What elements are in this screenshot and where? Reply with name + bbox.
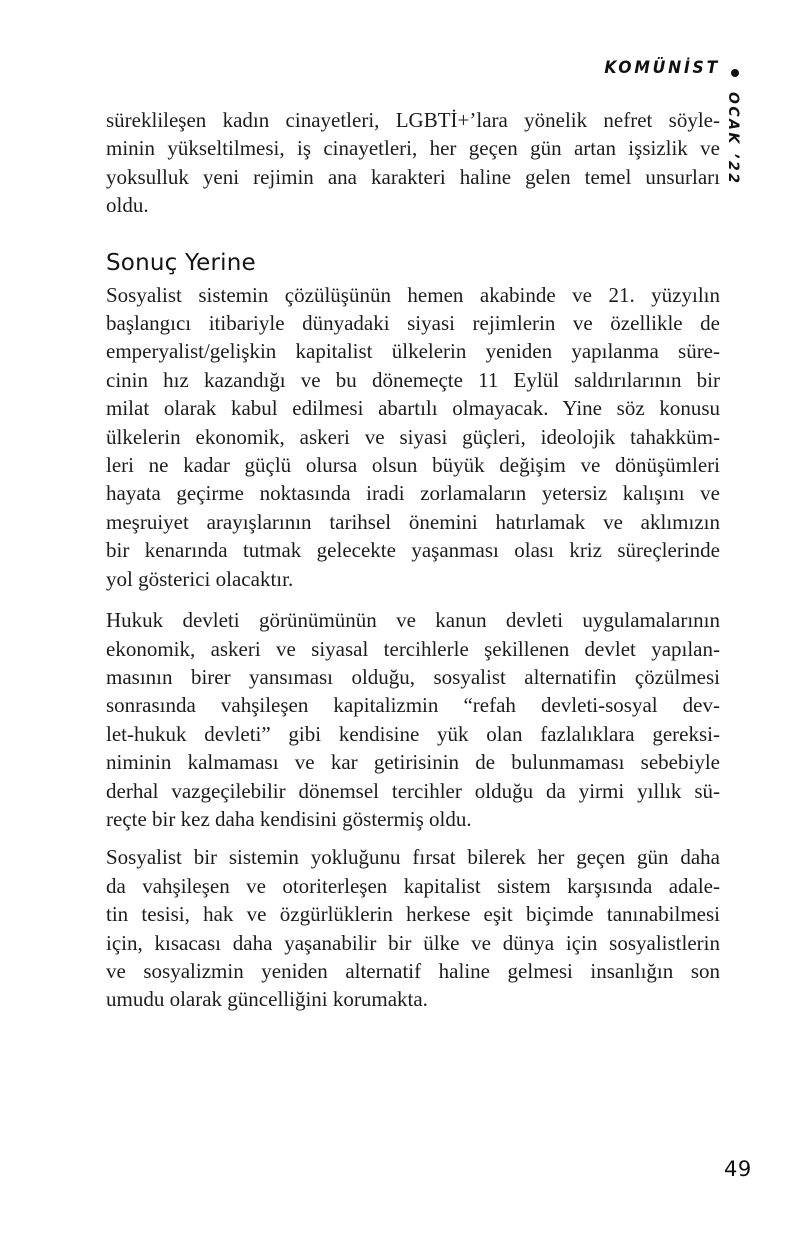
text-line: yoksulluk yeni rejimin ana karakteri haline gelen temel unsurları (106, 164, 720, 189)
page-content (106, 106, 720, 1014)
text-line: yol gösterici olacaktır. (106, 566, 294, 591)
text-line: için, kısacası daha yaşanabilir bir ülke ve dünya için sosyalistlerin (106, 930, 720, 955)
lead-paragraph (106, 106, 720, 220)
text-line: umudu olarak güncelliğini korumakta. (106, 987, 428, 1012)
text-line: reçte bir kez daha kendisini göstermiş oldu. (106, 806, 472, 831)
text-line: başlangıcı itibariyle dünyadaki siyasi rejimlerin ve özellikle de (106, 311, 720, 336)
text-line: sonrasında vahşileşen kapitalizmin “refah devleti-sosyal dev- (106, 693, 720, 718)
page-number: 49 (724, 1157, 752, 1181)
text-line: niminin kalmaması ve kar getirisinin de bulunmaması sebebiyle (106, 750, 720, 775)
text-line: ülkelerin ekonomik, askeri ve siyasi güçleri, ideolojik tahakküm- (106, 424, 720, 449)
text-line: bir kenarında tutmak gelecekte yaşanması olası kriz süreçlerinde (106, 538, 720, 563)
text-line: ve sosyalizmin yeniden alternatif haline gelmesi insanlığın son (106, 958, 720, 983)
text-line: süreklileşen kadın cinayetleri, LGBTİ+’lara yönelik nefret söyle- (106, 108, 720, 132)
text-line: da vahşileşen ve otoriterleşen kapitalist sistem karşısında adale- (106, 873, 720, 898)
text-line: minin yükseltilmesi, iş cinayetleri, her geçen gün artan işsizlik ve (106, 136, 720, 161)
text-line: tin tesisi, hak ve özgürlüklerin herkese eşit biçimde tanınabilmesi (106, 902, 720, 927)
section-paragraph-3 (106, 843, 720, 1013)
text-line: Sosyalist sistemin çözülüşünün hemen akabinde ve 21. yüzyılın (106, 282, 720, 307)
text-line: Sosyalist bir sistemin yokluğunu fırsat bilerek her geçen gün daha (106, 845, 720, 870)
text-line: oldu. (106, 193, 149, 218)
text-line: Hukuk devleti görünümünün ve kanun devleti uygulamalarının (106, 608, 720, 633)
running-head-issue-date: OCAK ’22 (725, 92, 741, 186)
text-line: leri ne kadar güçlü olursa olsun büyük değişim ve dönüşümleri (106, 453, 720, 478)
running-head-publication: KOMÜNİST (604, 58, 720, 78)
section-paragraph-1 (106, 281, 720, 593)
text-line: cinin hız kazandığı ve bu dönemeçte 11 Eylül saldırılarının bir (106, 367, 720, 392)
bullet-separator-icon (731, 69, 739, 77)
text-line: ekonomik, askeri ve siyasal tercihlerle şekillenen devlet yapılan- (106, 636, 720, 661)
text-line: meşruiyet arayışlarının tarihsel önemini hatırlamak ve aklımızın (106, 509, 720, 534)
text-line: hayata geçirme noktasında iradi zorlamaların yetersiz kalışını ve (106, 481, 720, 506)
text-line: milat olarak kabul edilmesi abartılı olmayacak. Yine söz konusu (106, 396, 720, 421)
text-line: masının birer yansıması olduğu, sosyalist alternatifin çözülmesi (106, 664, 720, 689)
text-line: let-hukuk devleti” gibi kendisine yük olan fazlalıklara gereksi- (106, 721, 720, 746)
section-heading: Sonuç Yerine (106, 249, 256, 276)
text-line: derhal vazgeçilebilir dönemsel tercihler olduğu da yirmi yıllık sü- (106, 778, 720, 803)
text-line: emperyalist/gelişkin kapitalist ülkelerin yeniden yapılanma süre- (106, 339, 720, 364)
section-paragraph-2 (106, 606, 720, 833)
